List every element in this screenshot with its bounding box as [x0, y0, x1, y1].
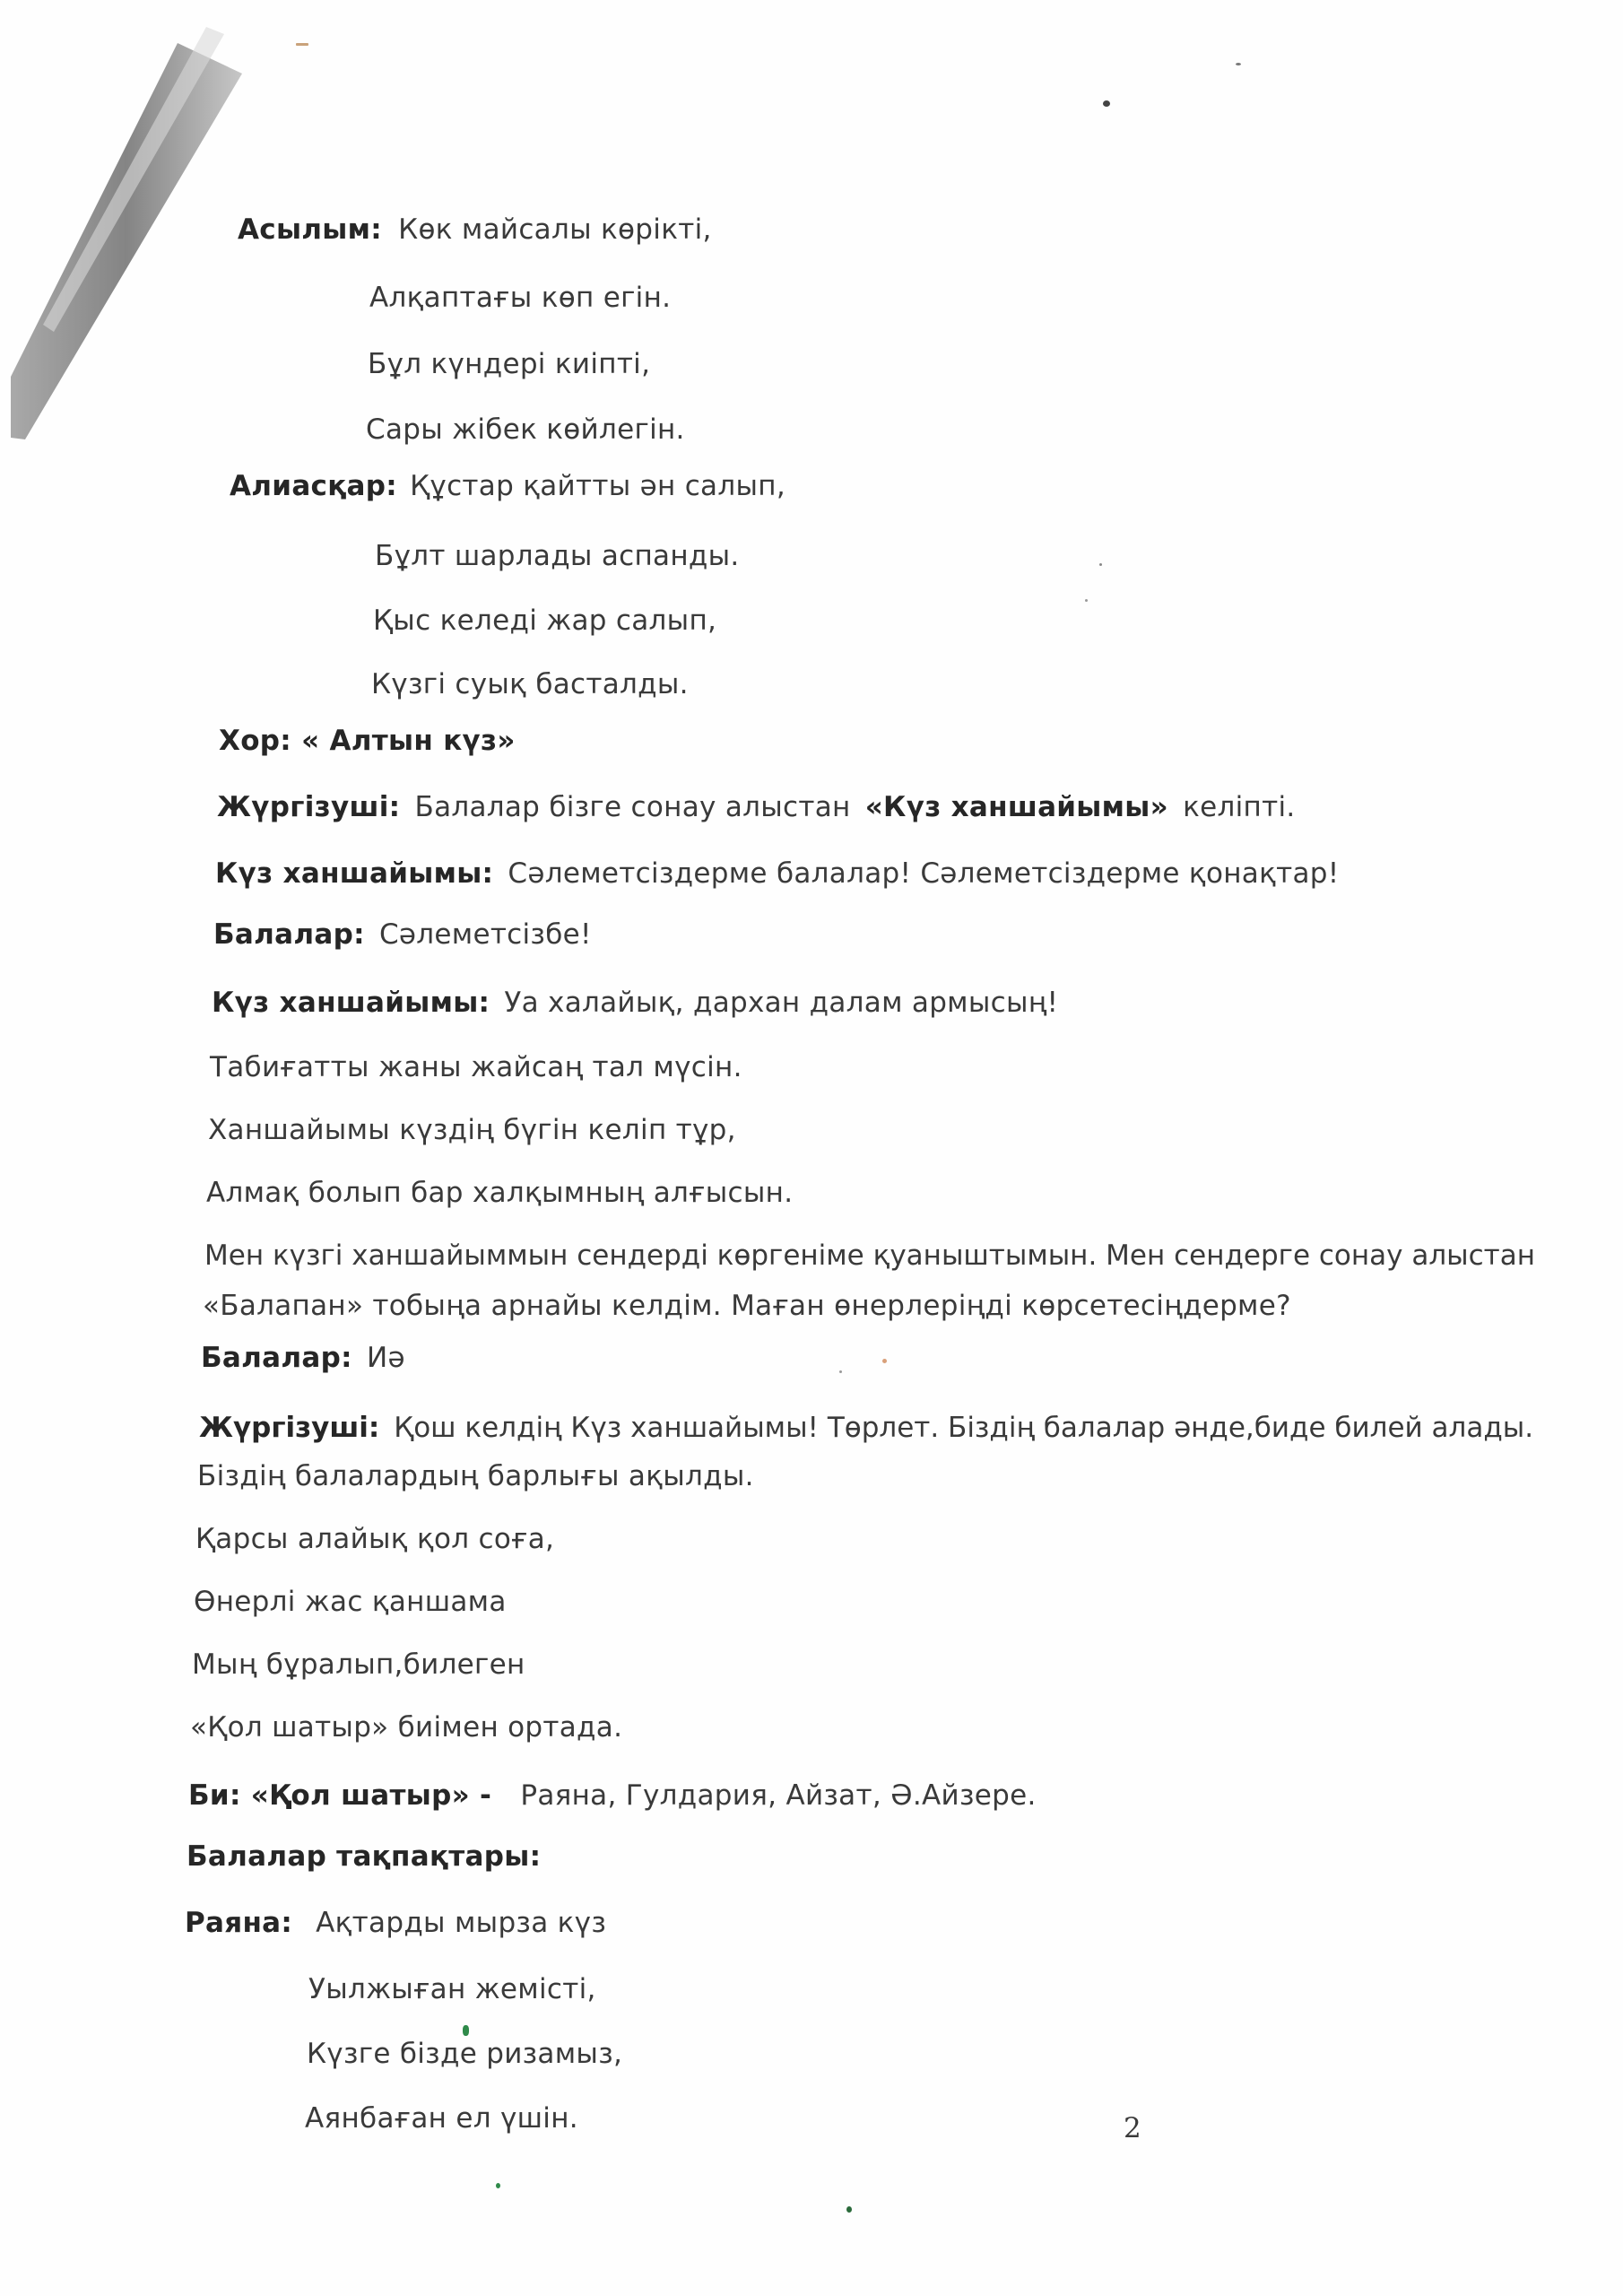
- line-text: Иә: [366, 1342, 405, 1374]
- speaker-label: Раяна:: [185, 1907, 293, 1939]
- line-text: Сәлеметсізбе!: [378, 918, 592, 951]
- speaker-label: Хор: « Алтын күз»: [219, 725, 516, 757]
- line-text: Балалар бізге сонау алыстан: [414, 791, 851, 823]
- script-line: [215, 856, 1339, 891]
- script-line: [368, 346, 650, 382]
- script-line: [213, 917, 592, 952]
- script-line: [201, 1340, 405, 1376]
- script-line: [185, 1905, 606, 1941]
- speaker-label: Балалар:: [213, 918, 365, 951]
- script-line: [190, 1709, 622, 1745]
- line-text: Ханшайымы күздің бүгін келіп тұр,: [208, 1114, 736, 1146]
- line-text: Мен күзгі ханшайыммын сендерді көргеніме қуаныштымын. Мен сендерге сонау алыстан: [204, 1239, 1536, 1272]
- speaker-label: Би: «Қол шатыр» -: [188, 1779, 492, 1812]
- scan-speck: [496, 2183, 500, 2188]
- scan-speck: [839, 1370, 842, 1373]
- line-text: Уылжыған жемісті,: [308, 1973, 596, 2005]
- scan-speck: [1103, 100, 1110, 107]
- speaker-label: Жүргізуші:: [199, 1412, 380, 1444]
- script-line: [219, 723, 516, 759]
- scan-edge-shadow: [0, 0, 269, 466]
- line-text: Мың бұралып,билеген: [192, 1648, 525, 1681]
- script-line: [308, 1971, 596, 2007]
- scan-speck: [846, 2206, 852, 2213]
- line-text: Бұлт шарлады аспанды.: [375, 540, 740, 572]
- scan-speck: [1236, 63, 1241, 65]
- script-line: [194, 1584, 507, 1620]
- script-line: [195, 1521, 554, 1557]
- page-number: 2: [1124, 2112, 1141, 2144]
- script-line: [192, 1647, 525, 1683]
- scan-speck: [296, 43, 308, 46]
- line-text: Уа халайық, дархан далам армысың!: [504, 987, 1059, 1019]
- speaker-label: Балалар тақпақтары:: [187, 1840, 542, 1873]
- line-text-bold: «Күз ханшайымы»: [864, 791, 1168, 823]
- speaker-label: Балалар:: [201, 1342, 352, 1374]
- scan-speck: [882, 1359, 887, 1363]
- line-text: Қарсы алайық қол соға,: [195, 1523, 555, 1555]
- script-line: [206, 1175, 793, 1211]
- script-line: [187, 1839, 541, 1874]
- speaker-label: Күз ханшайымы:: [212, 987, 490, 1019]
- scan-speck: [463, 2025, 469, 2036]
- script-line: [238, 212, 712, 248]
- script-line: [212, 985, 1058, 1021]
- script-line: [375, 538, 740, 574]
- script-line: [230, 468, 785, 504]
- line-text: келіпті.: [1183, 791, 1296, 823]
- line-text: Алқаптағы көп егін.: [369, 282, 672, 314]
- line-text: Біздің балалардың барлығы ақылды.: [197, 1460, 754, 1492]
- scan-speck: [1099, 563, 1102, 566]
- script-line: [204, 1238, 1535, 1274]
- script-line: [366, 412, 685, 448]
- line-text: Сәлеметсіздерме балалар! Сәлеметсіздерме қонақтар!: [508, 857, 1340, 890]
- scan-speck: [1085, 599, 1088, 602]
- line-text: Күзге бізде ризамыз,: [307, 2038, 623, 2070]
- script-line: [208, 1112, 736, 1148]
- script-line: [217, 789, 1296, 825]
- script-line: [373, 603, 716, 639]
- script-line: [305, 2100, 578, 2136]
- line-text: Көк майсалы көрікті,: [398, 213, 712, 246]
- line-text: «Қол шатыр» биімен ортада.: [190, 1711, 623, 1744]
- speaker-label: Алиасқар:: [230, 470, 397, 502]
- line-text: Алмақ болып бар халқымның алғысын.: [206, 1177, 794, 1209]
- script-line: [210, 1049, 742, 1085]
- line-text: Сары жібек көйлегін.: [366, 413, 685, 446]
- script-line: [199, 1410, 1533, 1446]
- script-line: [307, 2036, 622, 2072]
- speaker-label: Күз ханшайымы:: [215, 857, 494, 890]
- line-text: Табиғатты жаны жайсаң тал мүсін.: [210, 1051, 742, 1083]
- line-text: Қош келдің Күз ханшайымы! Төрлет. Біздің балалар әнде,биде билей алады.: [394, 1412, 1534, 1444]
- script-line: [371, 666, 689, 702]
- script-line: [203, 1288, 1291, 1324]
- script-line: [369, 280, 671, 316]
- script-line: [188, 1778, 1037, 1813]
- line-text: «Балапан» тобыңа арнайы келдім. Маған өнерлеріңді көрсетесіңдерме?: [203, 1290, 1291, 1322]
- speaker-label: Жүргізуші:: [217, 791, 401, 823]
- script-line: [197, 1458, 754, 1494]
- speaker-label: Асылым:: [238, 213, 382, 246]
- line-text: Раяна, Гулдария, Айзат, Ә.Айзере.: [520, 1779, 1037, 1812]
- line-text: Күзгі суық басталды.: [371, 668, 689, 700]
- line-text: Өнерлі жас қаншама: [194, 1586, 507, 1618]
- line-text: Бұл күндері киіпті,: [368, 348, 651, 380]
- line-text: Қыс келеді жар салып,: [373, 604, 717, 637]
- line-text: Аянбаған ел үшін.: [305, 2102, 578, 2135]
- line-text: Құстар қайтты ән салып,: [410, 470, 785, 502]
- line-text: Ақтарды мырза күз: [316, 1907, 607, 1939]
